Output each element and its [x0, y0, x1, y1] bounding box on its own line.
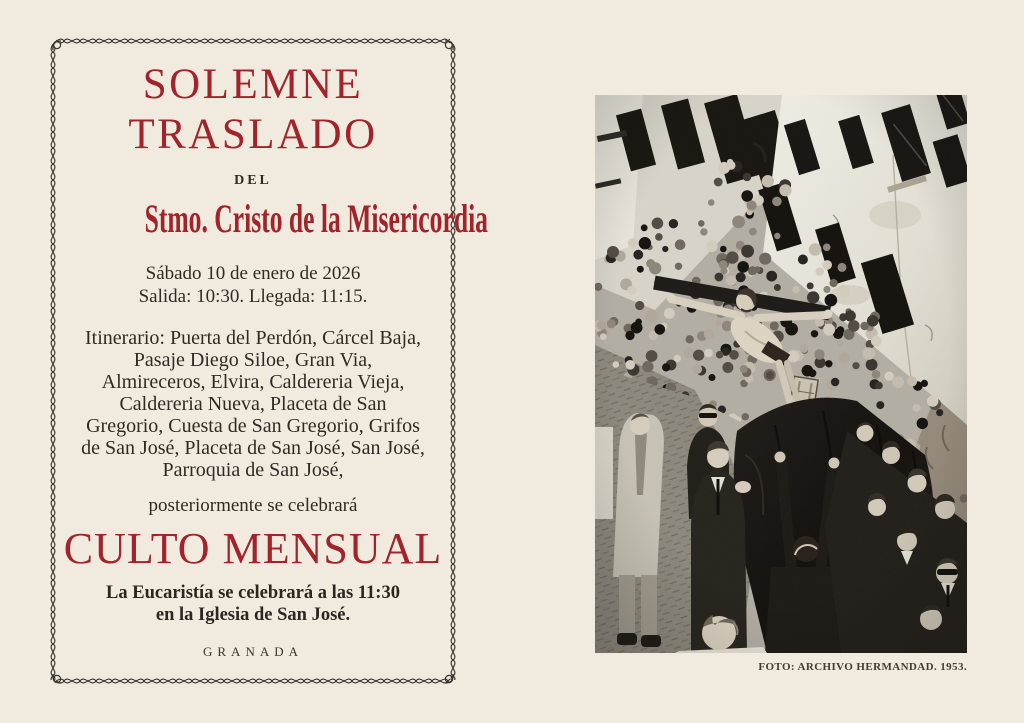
photo-caption: FOTO: ARCHIVO HERMANDAD. 1953.: [758, 661, 967, 673]
event-title: CULTO MENSUAL: [63, 523, 443, 573]
subject-title: Stmo. Cristo de la Misericordia: [144, 195, 488, 241]
interlude-line: posteriormente se celebrará: [148, 494, 358, 516]
date-time-block: [48, 262, 458, 309]
title-connector: DEL: [234, 172, 272, 188]
procession-photo: [595, 95, 967, 653]
itinerary-paragraph: Itinerario: Puerta del Perdón, Cárcel Baja, Pasaje Diego Siloe, Gran Via, Almireceros, Elvira, Caldereria Vieja, Caldereria Nueva, Placeta de San Gregorio, Cuesta de San Gregorio, Grifos de San José, Placeta de San José, San José, Parroquia de San José,: [81, 326, 425, 481]
main-title-line2: TRASLADO: [128, 110, 378, 158]
main-title-line1: SOLEMNE: [142, 61, 364, 108]
event-detail-line2: en la Iglesia de San José.: [155, 605, 351, 626]
event-detail: [48, 582, 458, 626]
times-line: Salida: 10:30. Llegada: 11:15.: [138, 286, 368, 308]
main-title: [48, 60, 458, 160]
announcement-card: [48, 36, 488, 688]
date-line: Sábado 10 de enero de 2026: [145, 262, 361, 284]
city-label: GRANADA: [203, 643, 303, 659]
event-detail-line1: La Eucaristía se celebrará a las 11:30: [106, 583, 400, 604]
